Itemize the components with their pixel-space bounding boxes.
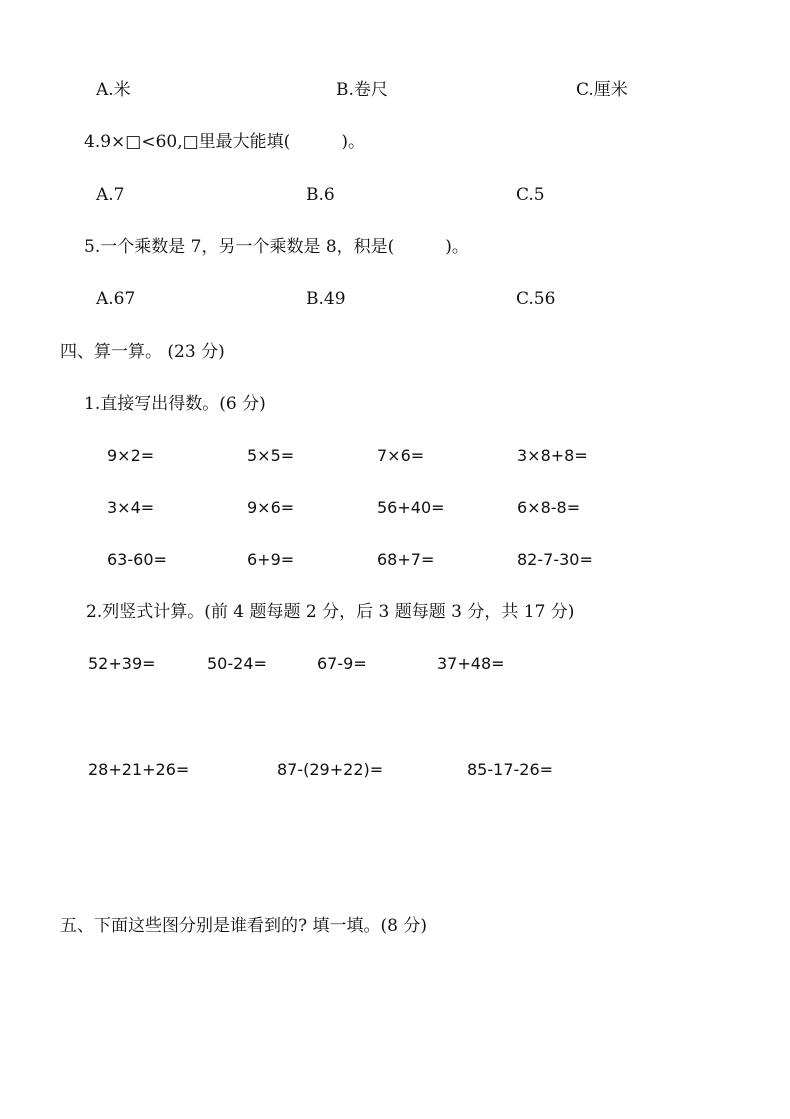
vertical-calc-2: 50-24= — [207, 654, 267, 673]
section-4-title: 四、算一算。 (23 分) — [60, 342, 225, 362]
mental-calc-r2c3: 56+40= — [377, 498, 445, 517]
vertical-calc-6: 87-(29+22)= — [277, 760, 384, 779]
vertical-calc-3: 67-9= — [317, 654, 367, 673]
q4-stem: 4.9×□<60,□里最大能填( )。 — [84, 132, 365, 152]
section-5-title: 五、下面这些图分别是谁看到的? 填一填。(8 分) — [60, 916, 428, 936]
mental-calc-r1c4: 3×8+8= — [517, 446, 588, 465]
section-4-part-2-title: 2.列竖式计算。(前 4 题每题 2 分，后 3 题每题 3 分，共 17 分) — [86, 602, 575, 622]
q4-option-a: A.7 — [96, 185, 125, 205]
q5-option-a: A.67 — [96, 289, 136, 309]
q3-option-a: A.米 — [96, 80, 131, 100]
mental-calc-r2c1: 3×4= — [107, 498, 155, 517]
mental-calc-r2c4: 6×8-8= — [517, 498, 581, 517]
mental-calc-r1c1: 9×2= — [107, 446, 155, 465]
mental-calc-r3c2: 6+9= — [247, 550, 295, 569]
q4-option-c: C.5 — [516, 185, 545, 205]
mental-calc-r3c1: 63-60= — [107, 550, 167, 569]
q3-option-c: C.厘米 — [576, 80, 628, 100]
mental-calc-r1c2: 5×5= — [247, 446, 295, 465]
q3-option-b: B.卷尺 — [336, 80, 388, 100]
mental-calc-r2c2: 9×6= — [247, 498, 295, 517]
vertical-calc-5: 28+21+26= — [88, 760, 190, 779]
vertical-calc-1: 52+39= — [88, 654, 156, 673]
q5-stem: 5.一个乘数是 7，另一个乘数是 8，积是( )。 — [84, 237, 469, 257]
q5-option-c: C.56 — [516, 289, 556, 309]
vertical-calc-7: 85-17-26= — [467, 760, 554, 779]
mental-calc-r1c3: 7×6= — [377, 446, 425, 465]
vertical-calc-4: 37+48= — [437, 654, 505, 673]
q5-option-b: B.49 — [306, 289, 346, 309]
q4-option-b: B.6 — [306, 185, 335, 205]
section-4-part-1-title: 1.直接写出得数。(6 分) — [84, 394, 266, 414]
mental-calc-r3c3: 68+7= — [377, 550, 435, 569]
mental-calc-r3c4: 82-7-30= — [517, 550, 593, 569]
